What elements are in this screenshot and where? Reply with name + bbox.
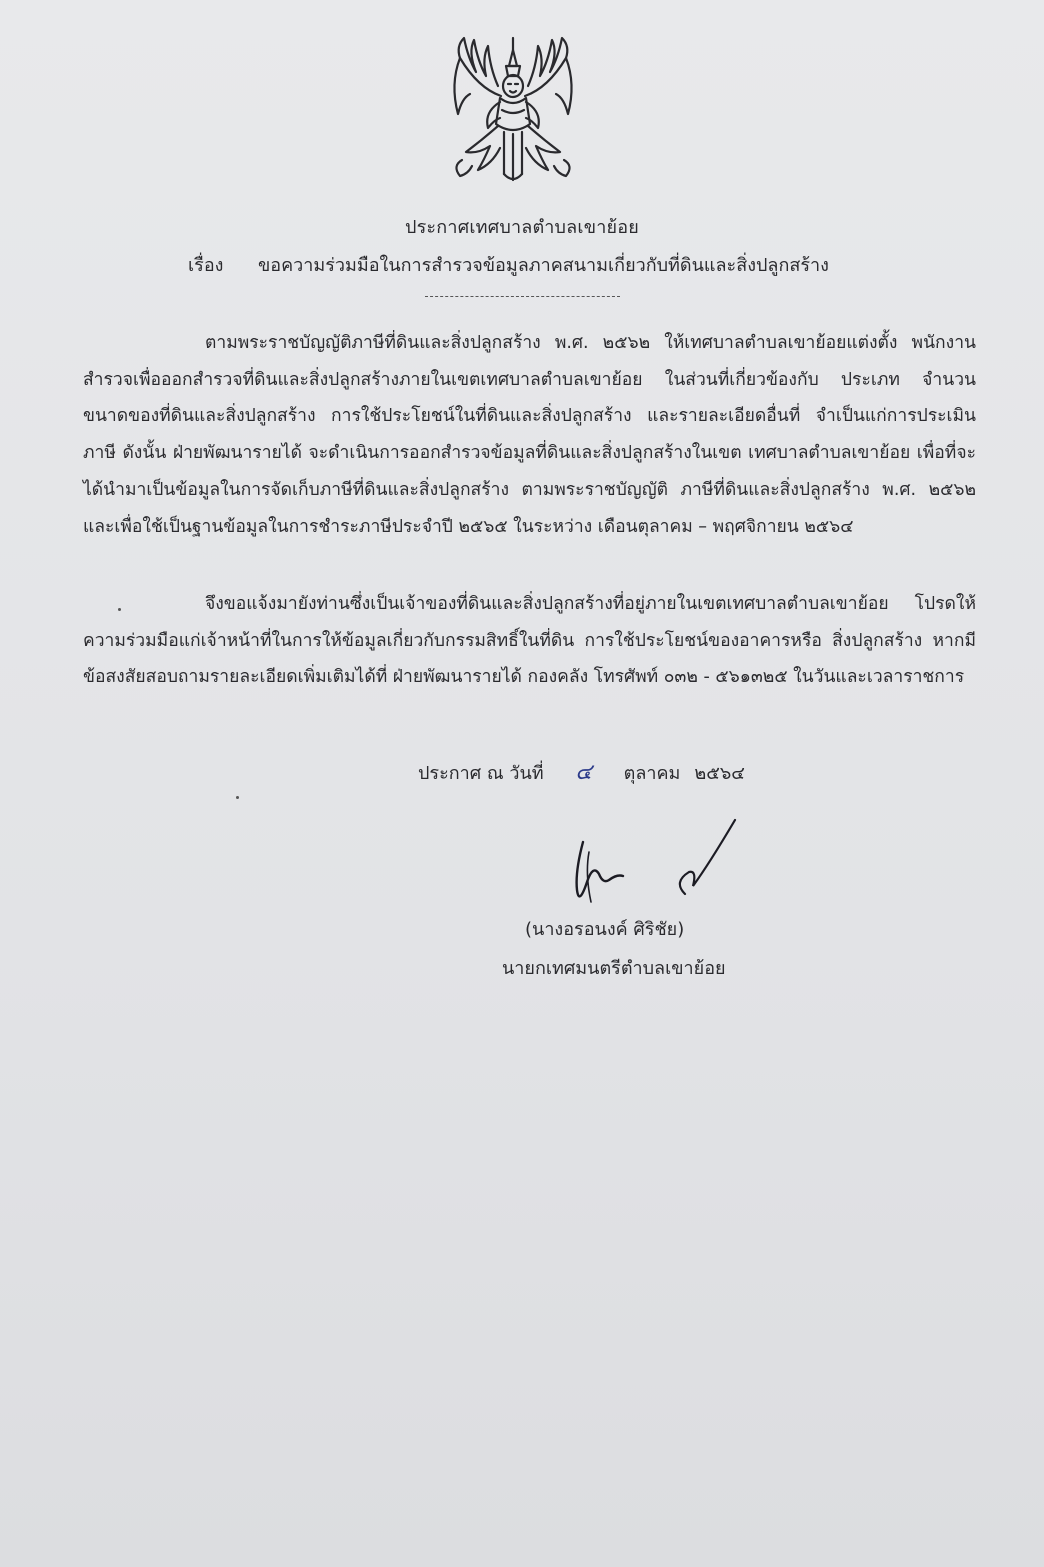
- title-separator: [425, 296, 620, 297]
- signatory-name: (นางอรอนงค์ ศิริชัย): [525, 919, 685, 940]
- subject-text: ขอความร่วมมือในการสำรวจข้อมูลภาคสนามเกี่ยวกับที่ดินและสิ่งปลูกสร้าง: [258, 255, 829, 276]
- body-paragraph-1: ตามพระราชบัญญัติภาษีที่ดินและสิ่งปลูกสร้าง พ.ศ. ๒๕๖๒ ให้เทศบาลตำบลเขาย้อยแต่งตั้ง พนักงานสำรวจเพื่อออกสำรวจที่ดินและสิ่งปลูกสร้างภายในเขตเทศบาลตำบลเขาย้อย ในส่วนที่เกี่ยวข้องกับ ประเภท จำนวน ขนาดของที่ดินและสิ่งปลูกสร้าง การใช้ประโยชน์ในที่ดินและสิ่งปลูกสร้าง และรายละเอียดอื่นที่ จำเป็นแก่การประเมินภาษี ดังนั้น ฝ่ายพัฒนารายได้ จะดำเนินการออกสำรวจข้อมูลที่ดินและสิ่งปลูกสร้างในเขต เทศบาลตำบลเขาย้อย เพื่อที่จะได้นำมาเป็นข้อมูลในการจัดเก็บภาษีที่ดินและสิ่งปลูกสร้าง ตามพระราชบัญญัติ ภาษีที่ดินและสิ่งปลูกสร้าง พ.ศ. ๒๕๖๒ และเพื่อใช้เป็นฐานข้อมูลในการชำระภาษีประจำปี ๒๕๖๕ ในระหว่าง เดือนตุลาคม – พฤศจิกายน ๒๕๖๔: [83, 333, 976, 537]
- garuda-emblem-icon: [438, 28, 588, 188]
- subject-label: เรื่อง: [188, 255, 224, 276]
- body-paragraph-2: จึงขอแจ้งมายังท่านซึ่งเป็นเจ้าของที่ดินและสิ่งปลูกสร้างที่อยู่ภายในเขตเทศบาลตำบลเขาย้อย โปรดให้ความร่วมมือแก่เจ้าหน้าที่ในการให้ข้อมูลเกี่ยวกับกรรมสิทธิ์ในที่ดิน การใช้ประโยชน์ของอาคารหรือ สิ่งปลูกสร้าง หากมีข้อสงสัยสอบถามรายละเอียดเพิ่มเติมได้ที่ ฝ่ายพัฒนารายได้ กองคลัง โทรศัพท์ ๐๓๒ - ๕๖๑๓๒๕ ในวันและเวลาราชการ: [83, 594, 976, 688]
- announcement-title: ประกาศเทศบาลตำบลเขาย้อย: [404, 217, 640, 238]
- date-month: ตุลาคม: [623, 763, 681, 784]
- date-year: ๒๕๖๔: [694, 763, 745, 784]
- date-prefix: ประกาศ ณ วันที่: [418, 763, 544, 784]
- handwritten-signature: [565, 812, 755, 922]
- signatory-position: นายกเทศมนตรีตำบลเขาย้อย: [502, 958, 726, 979]
- paper-speck: [118, 608, 121, 611]
- subject-line: [188, 250, 829, 279]
- paper-speck: [236, 796, 239, 799]
- date-day-handwritten: ๔: [575, 760, 592, 785]
- announcement-date: [418, 754, 745, 789]
